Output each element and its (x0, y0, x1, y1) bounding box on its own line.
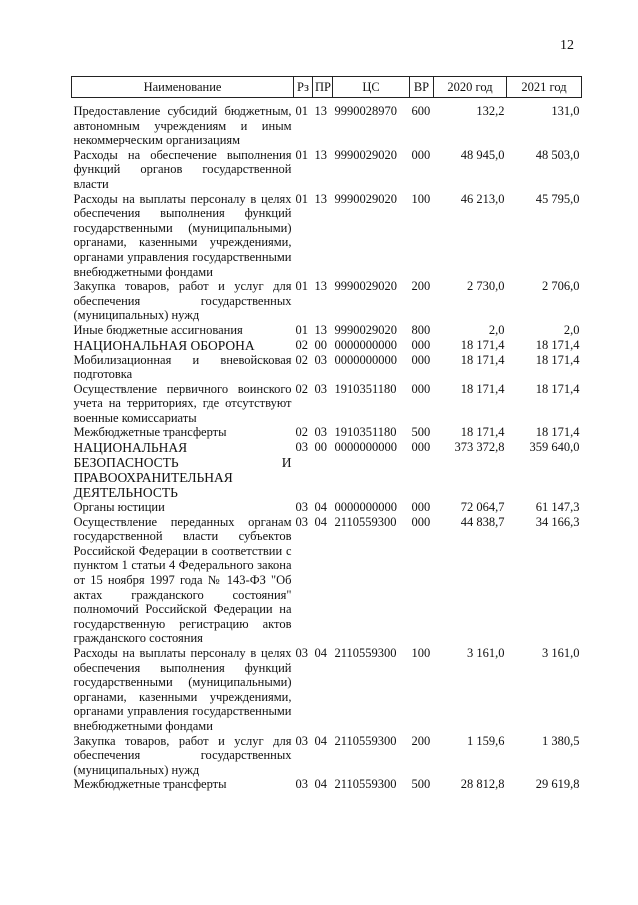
table-body (72, 98, 582, 792)
header-2020: 2020 год (434, 77, 507, 98)
cell-pr: 04 (314, 646, 327, 660)
cell-2021: 359 640,0 (529, 440, 580, 455)
cell-name: Осуществление первичного воинского учета на территориях, где отсутствуют военные комиссариаты (73, 381, 292, 425)
cell-pr: 00 (314, 337, 327, 352)
cell-pr: 13 (314, 104, 327, 118)
cell-pr: 04 (314, 500, 327, 515)
header-name: Наименование (72, 77, 294, 98)
cell-2021: 61 147,3 (535, 500, 580, 515)
table-row (72, 425, 582, 440)
cell-pr: 13 (314, 191, 327, 206)
cell-2020: 3 161,0 (467, 646, 505, 660)
cell-rz: 03 (295, 514, 308, 529)
cell-2021: 2 706,0 (542, 279, 580, 294)
cell-2021: 34 166,3 (535, 514, 580, 529)
cell-vr: 800 (411, 322, 431, 337)
cell-name: НАЦИОНАЛЬНАЯ ОБОРОНА (73, 337, 255, 353)
cell-pr: 13 (314, 147, 327, 162)
cell-cs: 2110559300 (334, 733, 397, 748)
cell-cs: 9990029020 (334, 147, 397, 162)
cell-rz: 03 (295, 733, 308, 748)
cell-pr: 13 (314, 322, 327, 337)
cell-rz: 02 (295, 381, 308, 396)
cell-cs: 0000000000 (334, 352, 397, 367)
cell-vr: 200 (411, 733, 431, 748)
header-2021: 2021 год (507, 77, 582, 98)
cell-cs: 2110559300 (334, 514, 397, 529)
cell-2020: 373 372,8 (454, 440, 505, 455)
cell-pr: 03 (314, 352, 327, 367)
page-number: 12 (560, 38, 574, 53)
cell-2021: 18 171,4 (535, 381, 580, 396)
cell-2021: 18 171,4 (535, 352, 580, 367)
header-vr: ВР (410, 77, 434, 98)
table-row (72, 98, 582, 148)
cell-cs: 2110559300 (334, 646, 397, 660)
cell-vr: 100 (411, 646, 431, 660)
table-row (72, 382, 582, 426)
cell-vr: 000 (411, 500, 431, 515)
cell-vr: 200 (411, 279, 431, 294)
table-row (72, 279, 582, 323)
cell-pr: 00 (314, 440, 327, 455)
cell-name: Расходы на выплаты персоналу в целях обеспечения выполнения функций государственными (муниципальными) органами, казенными учреждениями, органами управления государственными внебюджетными фондами (73, 646, 292, 733)
cell-rz: 02 (295, 425, 308, 440)
cell-2020: 28 812,8 (460, 777, 505, 792)
cell-rz: 01 (295, 147, 308, 162)
cell-2021: 3 161,0 (542, 646, 580, 660)
table-row (72, 734, 582, 778)
cell-2020: 18 171,4 (460, 425, 505, 440)
cell-vr: 500 (411, 425, 431, 440)
header-cs: ЦС (333, 77, 410, 98)
cell-name: Органы юстиции (73, 500, 165, 515)
cell-2021: 48 503,0 (535, 147, 580, 162)
cell-2020: 18 171,4 (460, 352, 505, 367)
cell-2020: 2 730,0 (467, 279, 505, 294)
cell-cs: 1910351180 (334, 425, 397, 440)
cell-2021: 131,0 (551, 104, 580, 118)
cell-pr: 04 (314, 733, 327, 748)
header-rz: Рз (294, 77, 313, 98)
section-row (72, 338, 582, 353)
cell-2021: 18 171,4 (535, 337, 580, 352)
cell-cs: 9990029020 (334, 191, 397, 206)
cell-rz: 02 (295, 337, 308, 352)
cell-2020: 44 838,7 (460, 514, 505, 529)
cell-2020: 72 064,7 (460, 500, 505, 515)
table-row (72, 646, 582, 734)
cell-rz: 01 (295, 191, 308, 206)
cell-rz: 03 (295, 777, 308, 792)
cell-2020: 132,2 (476, 104, 505, 118)
cell-2020: 48 945,0 (460, 147, 505, 162)
table-row (72, 353, 582, 382)
cell-pr: 04 (314, 514, 327, 529)
cell-cs: 9990028970 (334, 104, 397, 118)
cell-2020: 18 171,4 (460, 337, 505, 352)
table-row (72, 148, 582, 192)
cell-name: Межбюджетные трансферты (73, 425, 227, 440)
cell-rz: 01 (295, 322, 308, 337)
table-header-row (72, 77, 582, 98)
cell-rz: 03 (295, 646, 308, 660)
cell-vr: 600 (411, 104, 431, 118)
cell-name: Межбюджетные трансферты (73, 777, 227, 792)
table-row (72, 500, 582, 515)
cell-cs: 0000000000 (334, 440, 397, 455)
cell-cs: 0000000000 (334, 337, 397, 352)
cell-vr: 000 (411, 337, 431, 352)
cell-2021: 2,0 (563, 322, 580, 337)
cell-2021: 45 795,0 (535, 191, 580, 206)
cell-vr: 000 (411, 440, 431, 455)
cell-2020: 1 159,6 (467, 733, 505, 748)
cell-rz: 03 (295, 500, 308, 515)
cell-name: Осуществление переданных органам государственной власти субъектов Российской Федерации в соответствии с пунктом 1 статьи 4 Федерального закона от 15 ноября 1997 года № 143-ФЗ "Об актах гражданского состояния" полномочий Российской Федерации на государственную регистрацию актов гражданского состояния (73, 514, 292, 646)
table-row (72, 192, 582, 280)
cell-rz: 02 (295, 352, 308, 367)
cell-pr: 03 (314, 425, 327, 440)
cell-2020: 18 171,4 (460, 381, 505, 396)
cell-rz: 03 (295, 440, 308, 455)
budget-table (71, 76, 582, 792)
cell-cs: 0000000000 (334, 500, 397, 515)
cell-name: Закупка товаров, работ и услуг для обеспечения государственных (муниципальных) нужд (73, 733, 292, 777)
cell-name: Предоставление субсидий бюджетным, автономным учреждениям и иным некоммерческим организациям (73, 104, 292, 148)
cell-vr: 500 (411, 777, 431, 792)
cell-name: НАЦИОНАЛЬНАЯ БЕЗОПАСНОСТЬ И ПРАВООХРАНИТЕЛЬНАЯ ДЕЯТЕЛЬНОСТЬ (73, 440, 292, 501)
cell-cs: 2110559300 (334, 777, 397, 792)
table-row (72, 777, 582, 792)
cell-pr: 03 (314, 381, 327, 396)
cell-vr: 000 (411, 352, 431, 367)
cell-rz: 01 (295, 104, 308, 118)
cell-pr: 04 (314, 777, 327, 792)
cell-name: Иные бюджетные ассигнования (73, 322, 243, 337)
cell-2020: 2,0 (488, 322, 505, 337)
cell-name: Мобилизационная и вневойсковая подготовка (73, 352, 292, 382)
cell-2021: 1 380,5 (542, 733, 580, 748)
cell-cs: 1910351180 (334, 381, 397, 396)
section-row (72, 440, 582, 500)
cell-vr: 000 (411, 514, 431, 529)
cell-name: Расходы на обеспечение выполнения функций органов государственной власти (73, 147, 292, 191)
cell-name: Расходы на выплаты персоналу в целях обеспечения выполнения функций государственными (муниципальными) органами, казенными учреждениями, органами управления государственными внебюджетными фондами (73, 191, 292, 279)
cell-rz: 01 (295, 279, 308, 294)
cell-pr: 13 (314, 279, 327, 294)
cell-name: Закупка товаров, работ и услуг для обеспечения государственных (муниципальных) нужд (73, 279, 292, 323)
cell-2020: 46 213,0 (460, 191, 505, 206)
cell-cs: 9990029020 (334, 322, 397, 337)
cell-2021: 18 171,4 (535, 425, 580, 440)
cell-2021: 29 619,8 (535, 777, 580, 792)
table-row (72, 323, 582, 338)
cell-vr: 100 (411, 191, 431, 206)
cell-cs: 9990029020 (334, 279, 397, 294)
header-pr: ПР (313, 77, 333, 98)
cell-vr: 000 (411, 381, 431, 396)
table-row (72, 515, 582, 646)
cell-vr: 000 (411, 147, 431, 162)
